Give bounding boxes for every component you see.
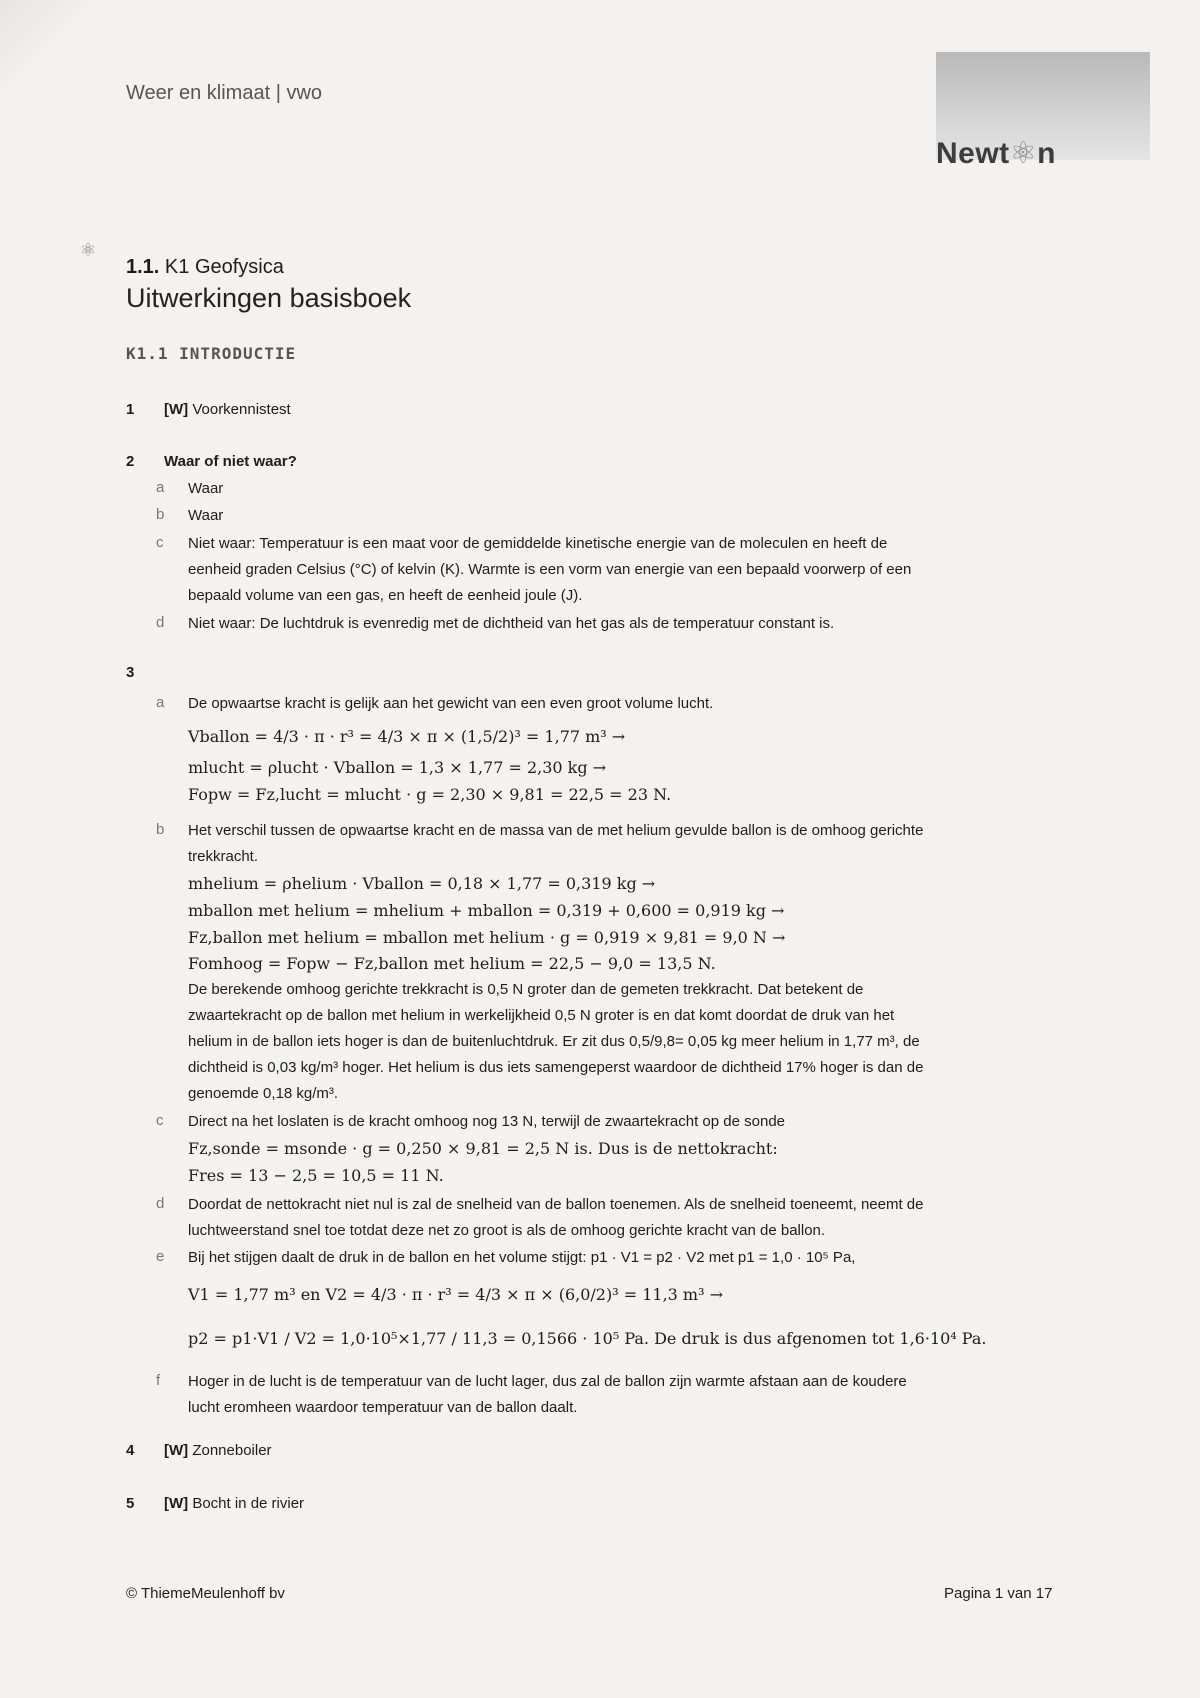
equation-f-res: Fres = 13 − 2,5 = 10,5 = 11 N. xyxy=(188,1166,444,1185)
equation-p2: p2 = p1·V1 / V2 = 1,0·10⁵×1,77 / 11,3 = 0,1566 · 10⁵ Pa. De druk is dus afgenomen tot 1,6·10⁴ Pa. xyxy=(188,1329,987,1348)
equation-m-ballon-met-helium: mballon met helium = mhelium + mballon = 0,319 + 0,600 = 0,919 kg → xyxy=(188,901,785,920)
answer-letter: c xyxy=(156,534,164,551)
page-title: Uitwerkingen basisboek xyxy=(126,283,412,313)
answer-3b-line5: helium in de ballon iets hoger is dan de buitenluchtdruk. Er zit dus 0,5/9,8= 0,05 kg meer helium in 1,77 m³, de xyxy=(188,1033,920,1050)
answer-3b-line4: zwaartekracht op de ballon met helium in werkelijkheid 0,5 N groter is en dat komt doordat de druk van het xyxy=(188,1007,895,1024)
question-1-title: [W] Voorkennistest xyxy=(164,401,291,418)
equation-v-ballon: Vballon = 4/3 · π · r³ = 4/3 × π × (1,5/2)³ = 1,77 m³ → xyxy=(188,727,626,746)
answer-letter: a xyxy=(156,694,165,711)
answer-2a: Waar xyxy=(188,480,224,497)
answer-3f-line1: Hoger in de lucht is de temperatuur van de lucht lager, dus zal de ballon zijn warmte afstaan aan de koudere xyxy=(188,1373,907,1390)
answer-letter: f xyxy=(156,1372,161,1389)
equation-fz-sonde: Fz,sonde = msonde · g = 0,250 × 9,81 = 2,5 N is. Dus is de nettokracht: xyxy=(188,1139,778,1158)
section-subheading: K1.1 INTRODUCTIE xyxy=(126,344,297,363)
answer-3b-line7: genoemde 0,18 kg/m³. xyxy=(188,1085,339,1102)
answer-3b-line1: Het verschil tussen de opwaartse kracht en de massa van de met helium gevulde ballon is de omhoog gerichte xyxy=(188,822,924,839)
answer-letter: b xyxy=(156,506,165,523)
newton-logo: Newt⚛n xyxy=(936,137,1056,170)
answer-2c-line3: bepaald volume van een gas, en heeft de eenheid joule (J). xyxy=(188,587,583,604)
answer-3d-line1: Doordat de nettokracht niet nul is zal de snelheid van de ballon toenemen. Als de snelheid toeneemt, neemt de xyxy=(188,1196,924,1213)
answer-letter: b xyxy=(156,821,165,838)
question-5-title: [W] Bocht in de rivier xyxy=(164,1495,305,1512)
footer-copyright: © ThiemeMeulenhoff bv xyxy=(126,1585,285,1602)
answer-2c-line2: eenheid graden Celsius (°C) of kelvin (K). Warmte is een vorm van energie van een bepaald voorwerp of een xyxy=(188,561,912,578)
answer-3c-line1: Direct na het loslaten is de kracht omhoog nog 13 N, terwijl de zwaartekracht op de sonde xyxy=(188,1113,785,1130)
answer-3e-line1: Bij het stijgen daalt de druk in de ballon en het volume stijgt: p1 · V1 = p2 · V2 met p1 = 1,0 · 10⁵ Pa, xyxy=(188,1249,856,1266)
question-number: 5 xyxy=(126,1495,135,1512)
answer-2d: Niet waar: De luchtdruk is evenredig met de dichtheid van het gas als de temperatuur constant is. xyxy=(188,615,835,632)
answer-3b-line3: De berekende omhoog gerichte trekkracht is 0,5 N groter dan de gemeten trekkracht. Dat betekent de xyxy=(188,981,864,998)
question-number: 3 xyxy=(126,664,135,681)
question-4-title: [W] Zonneboiler xyxy=(164,1442,272,1459)
equation-f-opw: Fopw = Fz,lucht = mlucht · g = 2,30 × 9,81 = 22,5 = 23 N. xyxy=(188,785,672,804)
answer-2c-line1: Niet waar: Temperatuur is een maat voor de gemiddelde kinetische energie van de moleculen en heeft de xyxy=(188,535,888,552)
atom-icon: ⚛ xyxy=(1009,137,1038,170)
equation-fz-ballon: Fz,ballon met helium = mballon met helium · g = 0,919 × 9,81 = 9,0 N → xyxy=(188,928,786,947)
answer-3f-line2: lucht eromheen waardoor temperatuur van de ballon daalt. xyxy=(188,1399,578,1416)
answer-letter: d xyxy=(156,614,165,631)
question-2-title: Waar of niet waar? xyxy=(164,453,297,470)
answer-letter: d xyxy=(156,1195,165,1212)
answer-letter: e xyxy=(156,1248,165,1265)
answer-3d-line2: luchtweerstand snel toe totdat deze net zo groot is als de omhoog gerichte kracht van de ballon. xyxy=(188,1222,826,1239)
footer-page-number: Pagina 1 van 17 xyxy=(944,1585,1053,1602)
answer-3b-line6: dichtheid is 0,03 kg/m³ hoger. Het helium is dus iets samengeperst waardoor de dichtheid 17% hoger is dan de xyxy=(188,1059,924,1076)
answer-3a-text: De opwaartse kracht is gelijk aan het gewicht van een even groot volume lucht. xyxy=(188,695,714,712)
answer-letter: a xyxy=(156,479,165,496)
question-number: 4 xyxy=(126,1442,135,1459)
question-number: 1 xyxy=(126,401,135,418)
atom-icon: ⚛ xyxy=(80,240,97,260)
section-heading: 1.1. K1 Geofysica xyxy=(126,256,284,278)
answer-3b-line2: trekkracht. xyxy=(188,848,259,865)
header-subject: Weer en klimaat | vwo xyxy=(126,82,323,104)
equation-f-omhoog: Fomhoog = Fopw − Fz,ballon met helium = 22,5 − 9,0 = 13,5 N. xyxy=(188,954,716,973)
equation-v2: V1 = 1,77 m³ en V2 = 4/3 · π · r³ = 4/3 × π × (6,0/2)³ = 11,3 m³ → xyxy=(188,1285,723,1304)
answer-letter: c xyxy=(156,1112,164,1129)
question-number: 2 xyxy=(126,453,135,470)
page-corner-fold xyxy=(0,0,140,140)
equation-m-lucht: mlucht = ρlucht · Vballon = 1,3 × 1,77 = 2,30 kg → xyxy=(188,758,607,777)
answer-2b: Waar xyxy=(188,507,224,524)
equation-m-helium: mhelium = ρhelium · Vballon = 0,18 × 1,77 = 0,319 kg → xyxy=(188,874,656,893)
